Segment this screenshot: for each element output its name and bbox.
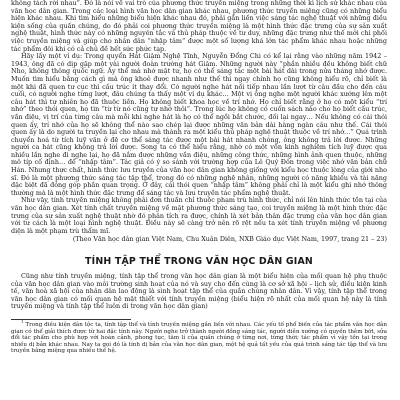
footnote-text: Trong điều kiện dân tộc ta, tính tập thể và tính truyền miệng gắn liền với nhau. Các yếu tố phổ biến của tác phẩm văn học dân gian có thể giải thích được từ hai đặc tính này. Người nghe trở thành người đồng sáng tác, người diễn xướng có quyền thêm bớt, sửa đổi tác phẩm cho phù hợp với hoàn cảnh, phong tục, tâm lí của quần chúng ở từng nơi, từng thời; tác phẩm vì vậy tồn tại trong nhiều dị bản khác nhau. Nay ta gọi đó là tính dị bản của văn học dân gian, một hệ quả tất yếu của quá trình sáng tác tập thể và lưu truyền bằng miệng qua nhiều thế hệ.: [11, 321, 387, 355]
footnote-marker: 1: [21, 318, 24, 324]
section-heading: TÍNH TẬP THỂ TRONG VĂN HỌC DÂN GIAN: [85, 256, 313, 267]
paragraph-continuation: không tách rời nhau”. Đó là nói về vai trò của phương thức truyền miệng trong những thời kì lịch sử khác nhau của văn học dân gian. Trong các loại hình văn học dân gian khác nhau, phương thức truyền miệng cũng có những biểu hiện khác nhau. Khi tìm hiểu những biểu hiện khác nhau đó, phải gắn liền việc sáng tác nghệ thuật với những điều kiện sống của quần chúng, do đó phải coi phương thức truyền miệng là một hình thức đặc trưng của sự sản xuất nghệ thuật, hình thức này có những nguyên tắc và thủ pháp thuộc về tư duy, những đặc trưng như thế mới chi phối việc truyền miệng và giúp cho nhân dân “nhập tâm” được một số lượng khá lớn tác phẩm khác nhau hoặc những tác phẩm đôi khi có cả chủ đề hết sức phức tạp.: [11, 0, 387, 53]
paragraph-conclusion: Như vậy, tính truyền miệng không phải đơn thuần chỉ thuộc phạm trù hình thức, chỉ nói lên hình thức tồn tại của văn học dân gian. Xét tính chất truyền miệng về mặt phương thức sáng tạo, coi truyền miệng là một hình thức đặc trưng của sự sản xuất nghệ thuật nhờ đó phân tích ra được, chính là xét bản thân đặc trưng của văn học dân gian với tư cách là một loại hình nghệ thuật. Điều này sẽ càng trở nên rõ rệt nếu ta xét tính truyền miệng về phương diện là một phạm trù thẩm mĩ.: [11, 196, 387, 235]
footnote: [11, 318, 387, 355]
document-page: [11, 0, 387, 400]
footnote-divider: [11, 319, 131, 320]
paragraph-example: Hãy lấy một ví dụ: Trong quyển Hát Giặm Nghệ Tĩnh, Nguyễn Đổng Chi có kể lại rằng vào những năm 1942 – 1943, ông đã có dịp gặp một vài người đoàn trường hát Giặm. Những người này “phần nhiều đều không biết chữ Nho, không thông quốc ngữ. Ấy thế mà nhớ mặt tư, họ có thể sáng tác một bài hát dài trong nửa tháng nhớ được. Muốn tìm hiểu bằng cách gì mà ông khoẻ được nhanh như thế thì ngay chính họ cũng không hiểu rõ, chỉ biết là một khi đã quen tư cục thì cấu trúc ít thay đổi. Có người nghe hát nối tiếp nhau lần lượt từ câu đầu cho đến câu cuối, có người nghe từng lượt, đâu chúng ta thấy một ví dụ khác… Một vị ông nghe một người khác xướng lên một câu hát thì tự nhiên họ đã thuộc liền. Họ không biết khoa học về trí nhớ. Họ chỉ biết rằng ở họ có một kiểu “trí nhớ” theo thói quen, họ tin “từ từ nó cũng tự nhớ thôi”. Trong lúc họ không có cuốn sách nào cho họ biết cấu trúc, vần điệu, vị trí của từng câu mà mỗi khi nghe hát là họ có thể ngồi bắt chước, đối lại ngay… Nếu không có cái thói quen ấy, trí nhớ của họ sẽ không thể nào sao chép lại được những văn bản dài hàng ngàn câu như thế. Cái thói quen ấy là do người ta truyền lại cho nhau mà thành ra một kiểu thủ pháp nghệ thuật thuộc về trí nhớ…” Quá trình chuyển hoá từ tích luỹ văn ở đệ cơ thể sáng tác được một bài hát nhanh chóng, ông không trả lời được. Những người ca hát cũng không trả lời được. Song ta có thể hiểu rằng, nhờ có một vốn kinh nghiệm tích luỹ được qua nhiều lần nghe đi nghe lại, họ đã nắm được những vần điệu, những công thức, những hình ảnh quen thuộc, những mô típ cố định… để “nhập tâm”. Tác giả có ý so sánh với trường hợp của Lê Quý Đôn trong việc nhớ văn bản chữ Hán. Nhưng thực chất, hình thức lưu truyền của văn học dân gian không giống với kiểu học thuộc lòng của giới nho sĩ. Đó là một phương thức sáng tác tập thể, trong đó có những nghệ nhân, những người có năng khiếu và tài năng đặc biệt đã đóng góp phần quan trọng. Ở đây, cái thói quen “nhập tâm” không phải chỉ là một kiểu ghi nhớ thông thường mà là một hình thức đặc trưng để sáng tác và lưu truyền tác phẩm nghệ thuật.: [11, 52, 387, 197]
source-citation: (Theo Văn học dân gian Việt Nam, Chu Xuân Diên, NXB Giáo dục Việt Nam, 1997, trang 21 – 23): [72, 235, 387, 244]
paragraph-collectivity: Cũng như tính truyền miệng, tính tập thể trong văn học dân gian là một biểu hiện của mối quan hệ phụ thuộc của văn học dân gian vào môi trường sinh hoạt của nó và suy cho đến cùng là cơ sở xã hội – lịch sử, điều kiện kinh tế, văn hoá xã hội của nhân dân lao động là sinh hoạt tập thể của quần chúng nhân dân. Vì vậy, tính tập thể trong văn học dân gian có mối quan hệ mật thiết với tính truyền miệng (biểu hiện rõ nhất của mối quan hệ này là tính truyền miệng và tính tập thể luôn di trong văn học dân gian): [11, 272, 387, 311]
